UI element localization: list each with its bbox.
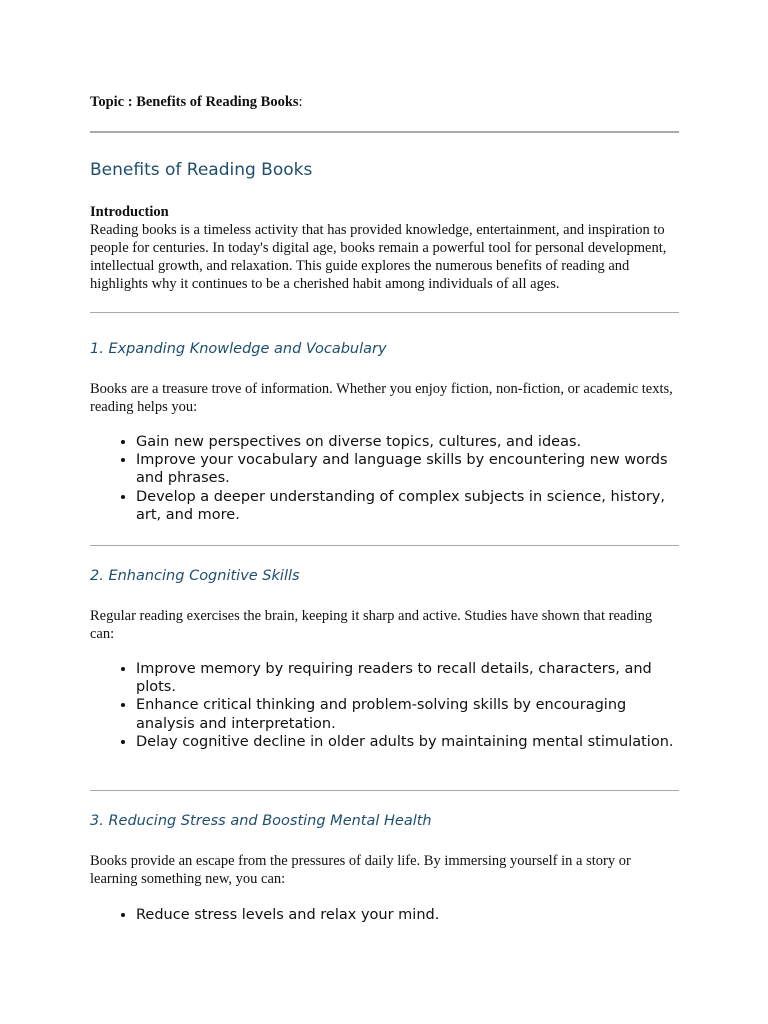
list-item: • Delay cognitive decline in older adults by maintaining mental stimulation. bbox=[136, 733, 679, 751]
section-paragraph-1: Books are a treasure trove of information. Whether you enjoy fiction, non-fiction, or academic texts, reading helps you: bbox=[90, 381, 673, 415]
list-item: • Gain new perspectives on diverse topics, cultures, and ideas. bbox=[136, 433, 679, 451]
topic-line bbox=[90, 94, 303, 111]
section-divider bbox=[90, 545, 679, 546]
section-divider bbox=[90, 312, 679, 313]
list-item: • Improve your vocabulary and language skills by encountering new words and phrases. bbox=[136, 451, 679, 487]
list-item: • Improve memory by requiring readers to recall details, characters, and plots. bbox=[136, 660, 679, 696]
intro-heading: Introduction bbox=[90, 204, 169, 220]
topic-suffix: : bbox=[298, 94, 303, 110]
intro-section bbox=[90, 203, 679, 293]
section-divider bbox=[90, 790, 679, 791]
list-item: • Develop a deeper understanding of complex subjects in science, history, art, and more. bbox=[136, 488, 679, 524]
section-heading-3: 3. Reducing Stress and Boosting Mental Health bbox=[90, 813, 432, 829]
section-heading-2: 2. Enhancing Cognitive Skills bbox=[90, 568, 300, 584]
title-divider bbox=[90, 131, 679, 133]
intro-paragraph: Reading books is a timeless activity that has provided knowledge, entertainment, and inspiration to people for centuries. In today's digital age, books remain a powerful tool for personal development, intellectual growth, and relaxation. This guide explores the numerous benefits of reading and highlights why it continues to be a cherished habit among individuals of all ages. bbox=[90, 222, 667, 292]
section-paragraph-3: Books provide an escape from the pressures of daily life. By immersing yourself in a story or learning something new, you can: bbox=[90, 853, 631, 887]
section-list-2 bbox=[90, 660, 679, 751]
section-list-3 bbox=[90, 906, 679, 924]
topic-label: Topic : Benefits of Reading Books bbox=[90, 94, 299, 110]
section-heading-1: 1. Expanding Knowledge and Vocabulary bbox=[90, 341, 387, 357]
list-item: • Reduce stress levels and relax your mind. bbox=[136, 906, 679, 924]
list-item: • Enhance critical thinking and problem-solving skills by encouraging analysis and interpretation. bbox=[136, 696, 679, 732]
section-list-1 bbox=[90, 433, 679, 524]
section-paragraph-2: Regular reading exercises the brain, keeping it sharp and active. Studies have shown that reading can: bbox=[90, 608, 653, 642]
document-title: Benefits of Reading Books bbox=[90, 160, 313, 180]
